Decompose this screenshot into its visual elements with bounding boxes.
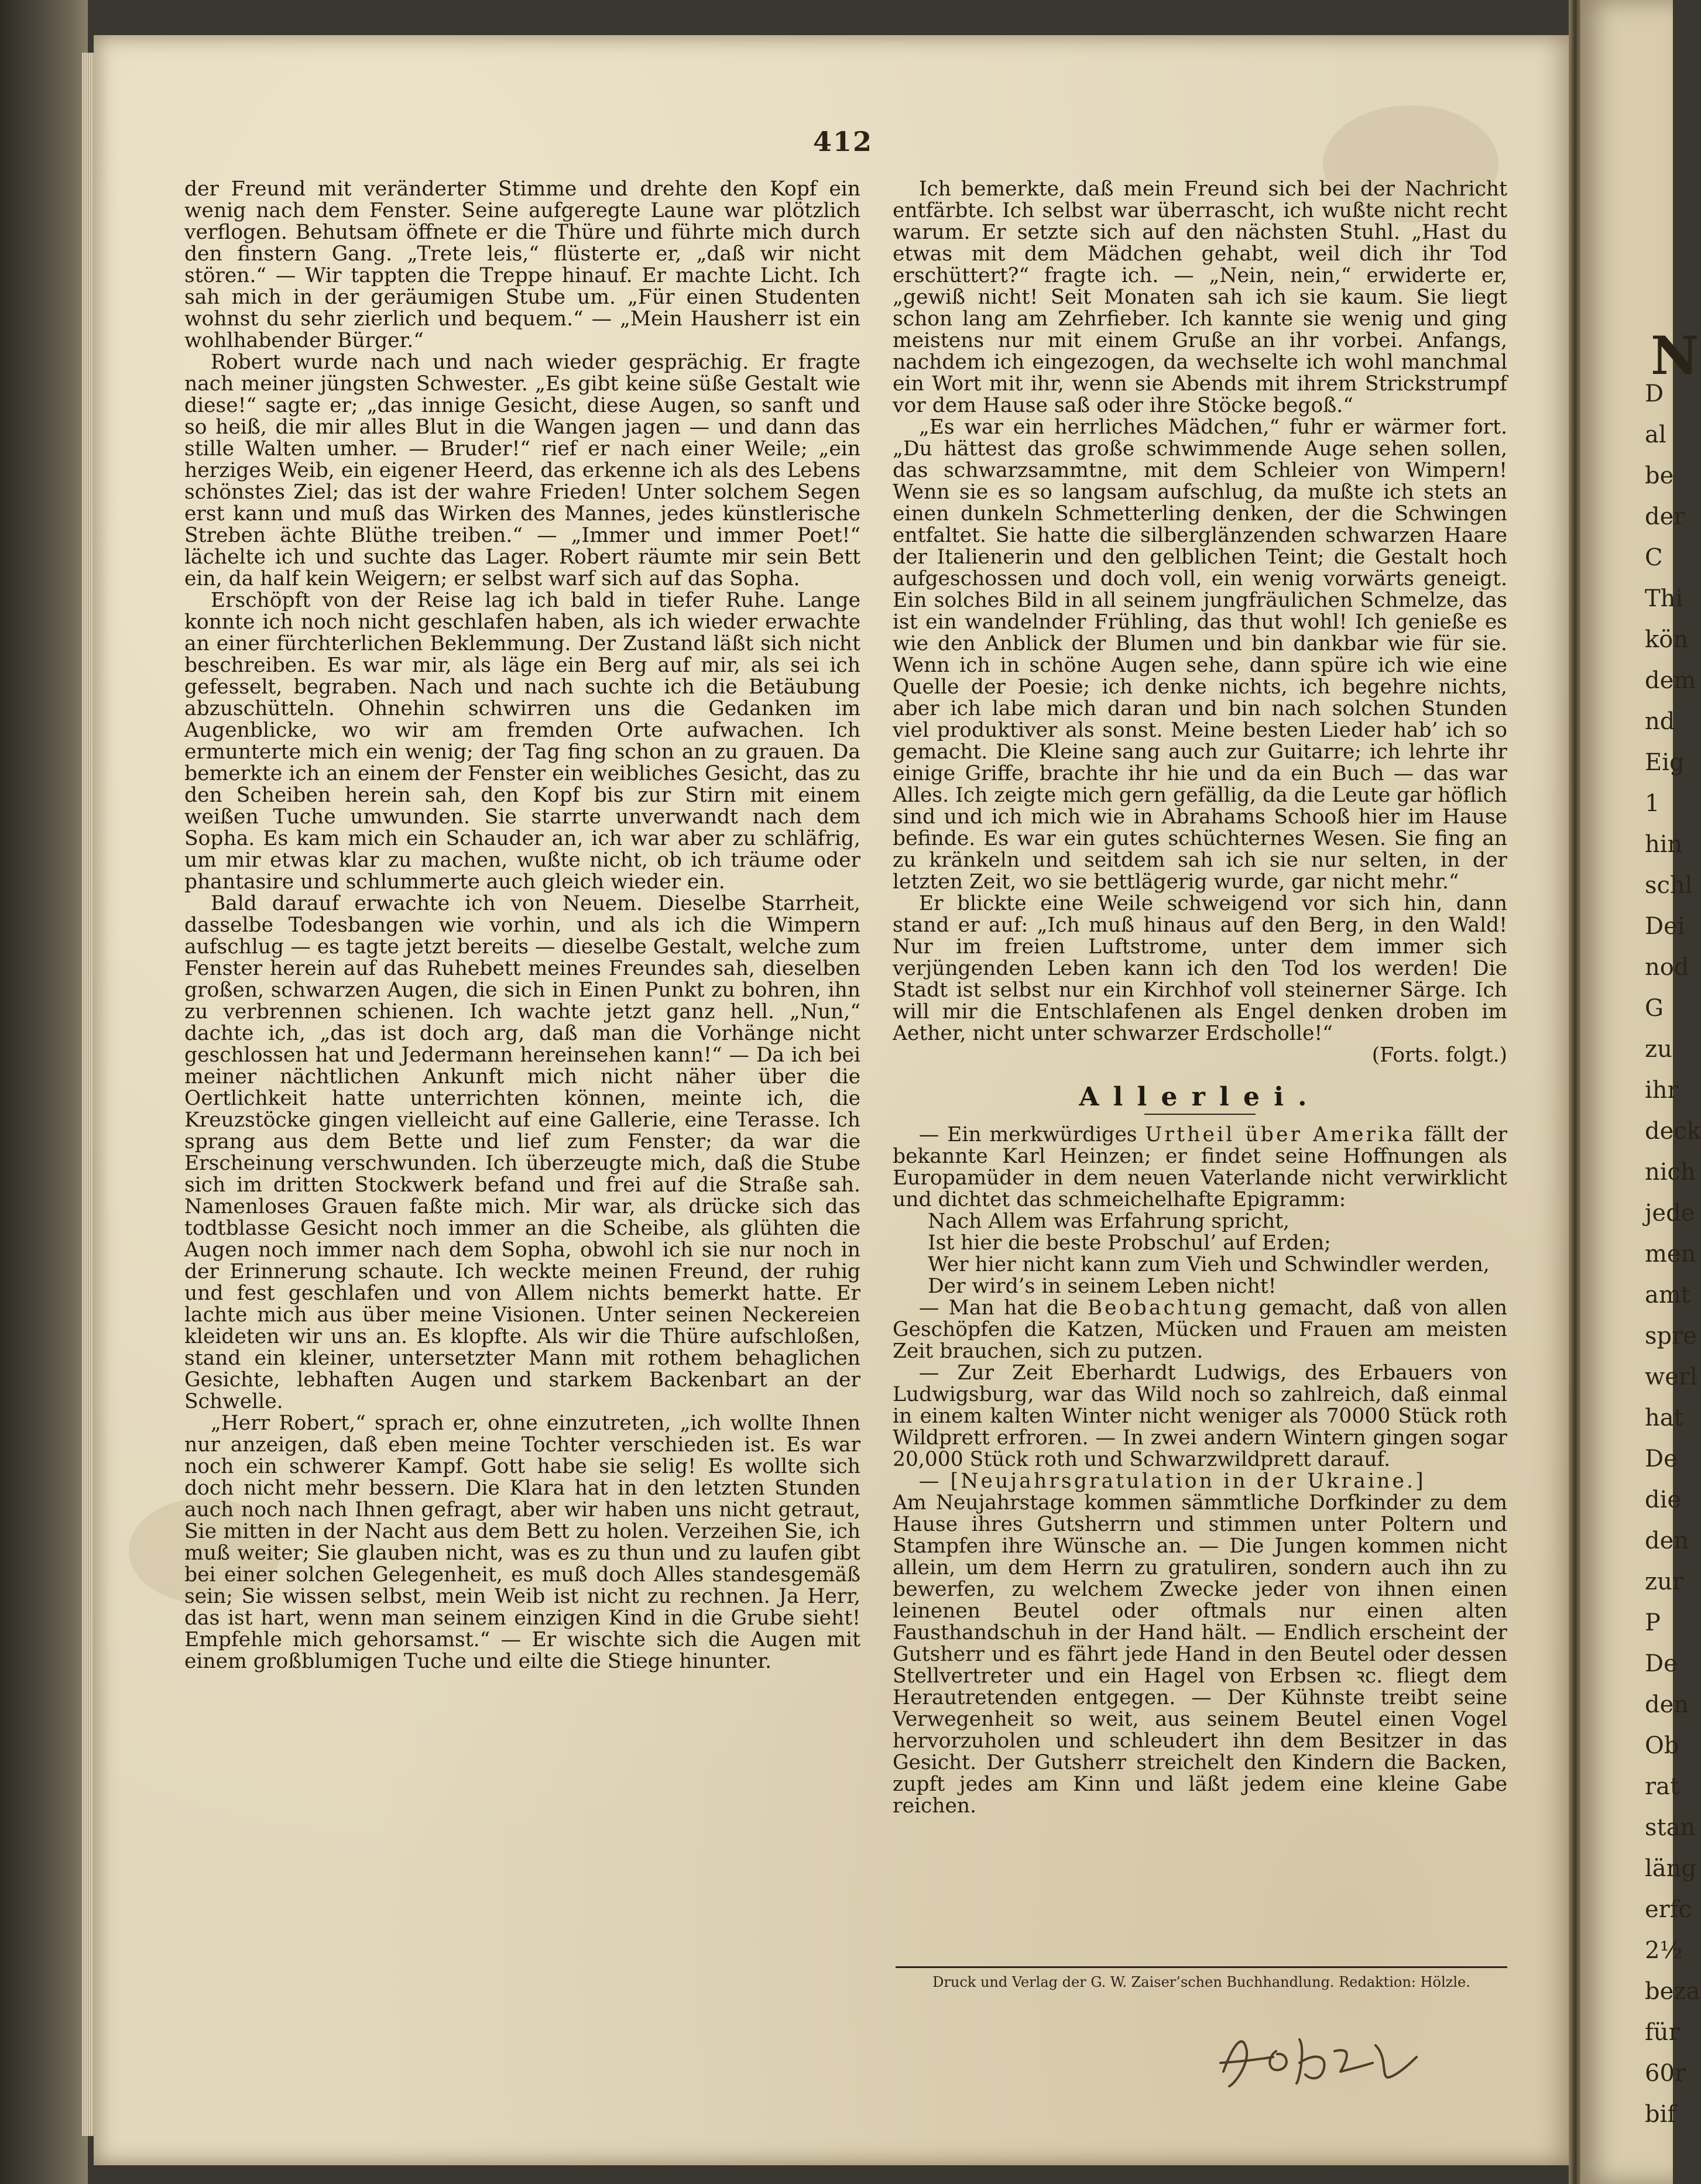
poem-line: Ist hier die beste Probschul’ auf Erden;: [928, 1231, 1331, 1255]
paragraph: Robert wurde nach und nach wieder gesprächig. Er fragte nach meiner jüngsten Schwester. „Es gibt keine süße Gestalt wie diese!“ sagte er; „das innige Gesicht, diese Augen, so sanft und so heiß, die mir alles Blut in die Wangen jagen — und dann das stille Walten umher. — Bruder!“ rief er nach einer Weile; „ein herziges Weib, ein eigener Heerd, das erkenne ich als des Lebens schönstes Ziel; das ist der wahre Frieden! Unter solchem Segen erst kann und muß das Wirken des Mannes, jedes künstlerische Streben ächte Blüthe treiben.“ — „Immer und immer Poet!“ lächelte ich und suchte das Lager. Robert räumte mir sein Bett ein, da half kein Weigern; er selbst warf sich auf das Sopha.: [184, 351, 860, 590]
next-page-fragment: 2½: [1645, 1937, 1683, 1964]
next-page-fragment: stan: [1645, 1814, 1696, 1841]
news-item: — Zur Zeit Eberhardt Ludwigs, des Erbauers von Ludwigsburg, war das Wild noch so zahlreich, daß einmal in einem kalten Winter nicht weniger als 70000 Stück roth Wildprett erfroren. — In zwei andern Wintern gingen sogar 20,000 Stück roth und Schwarzwildprett darauf.: [893, 1361, 1507, 1471]
news-item: Am Neujahrstage kommen sämmtliche Dorfkinder zu dem Hause ihres Gutsherrn und stimmen unter Poltern und Stampfen ihre Wünsche an. — Die Jungen kommen nicht allein, um dem Herrn zu gratuliren, sondern auch ihn zu bewerfen, zu welchem Zwecke jeder von ihnen einen leinenen Beutel oder oftmals nur einen alten Fausthandschuh in der Hand hält. — Endlich erscheint der Gutsherr und es fährt jede Hand in den Beutel oder dessen Stellvertreter und ein Hagel von Erbsen ꝛc. fliegt dem Herautretenden entgegen. — Der Kühnste treibt seine Verwegenheit so weit, aus seinem Beutel einen Vogel hervorzuholen und schleudert ihn dem Besitzer in das Gesicht. Der Gutsherr streichelt den Kindern die Backen, zupft jedes am Kinn und läßt jedem eine kleine Gabe reichen.: [893, 1491, 1507, 1818]
next-page-fragment: werl: [1645, 1364, 1697, 1390]
next-page-fragment: schl: [1645, 872, 1693, 899]
next-page-fragment: nod: [1645, 954, 1689, 981]
next-page-fragment: 60r: [1645, 2060, 1686, 2087]
next-page-fragment: deck: [1645, 1118, 1701, 1145]
next-page-fragment: erfc: [1645, 1896, 1692, 1923]
next-page-fragment: G: [1645, 995, 1664, 1022]
paragraph: Ich bemerkte, daß mein Freund sich bei der Nachricht entfärbte. Ich selbst war überrascht, ich wußte nicht recht warum. Er setzte sich auf den nächsten Stuhl. „Hast du etwas mit dem Mädchen gehabt, weil dich ihr Tod erschüttert?“ fragte ich. — „Nein, nein,“ erwiderte er, „gewiß nicht! Seit Monaten sah ich sie kaum. Sie liegt schon lang am Zehrfieber. Ich kannte sie wenig und ging meistens nur mit einem Gruße an ihr vorbei. Anfangs, nachdem ich eingezogen, da wechselte ich wohl manchmal ein Wort mit ihr, wenn sie Abends mit ihrem Strickstrumpf vor dem Hause saß oder ihre Stöcke begoß.“: [893, 177, 1507, 417]
next-page-fragment: bif: [1645, 2101, 1676, 2128]
next-page-fragment: beza: [1645, 1978, 1700, 2005]
next-page-fragment: jede: [1645, 1200, 1695, 1227]
book-binding-left: [0, 0, 88, 2184]
poem-line: Nach Allem was Erfahrung spricht,: [928, 1210, 1290, 1233]
next-page-edge: [1580, 0, 1701, 2184]
paragraph: Bald darauf erwachte ich von Neuem. Dieselbe Starrheit, dasselbe Todesbangen wie vorhin, und als ich die Wimpern aufschlug — es tagte jetzt bereits — dieselbe Gestalt, welche zum Fenster herein auf das Ruhebett meines Freundes sah, dieselben großen, schwarzen Augen, die sich in Einen Punkt zu bohren, ihn zu verbrennen schienen. Ich wachte jetzt ganz hell. „Nun,“ dachte ich, „das ist doch arg, daß man die Vorhänge nicht geschlossen hat und Jedermann hereinsehen kann!“ — Da ich bei meiner nächtlichen Ankunft mich nicht näher über die Oertlichkeit hatte unterrichten können, meinte ich, die Kreuzstöcke gingen vielleicht auf eine Gallerie, eine Terasse. Ich sprang aus dem Bette und lief zum Fenster; da war die Erscheinung verschwunden. Ich überzeugte mich, daß die Stube sich im dritten Stockwerk befand und frei auf die Straße sah. Namenloses Grauen faßte mich. Mir war, als drücke sich das todtblasse Gesicht noch immer an die Scheibe, als glühten die Augen noch immer nach dem Sopha, obwohl ich sie nur noch in der Erinnerung schaute. Ich weckte meinen Freund, der ruhig und fest geschlafen und von Allem nichts bemerkt hatte. Er lachte mich aus über meine Visionen. Unter seinen Neckereien kleideten wir uns an. Es klopfte. Als wir die Thüre aufschloßen, stand ein kleiner, untersetzter Mann mit rothem behaglichen Gesichte, lebhaften Augen und starkem Backenbart an der Schwelle.: [184, 892, 860, 1413]
imprint: Druck und Verlag der G. W. Zaiser’schen Buchhandlung. Redaktion: Hölzle.: [932, 1974, 1470, 1990]
page-number: 412: [812, 126, 873, 157]
next-page-fragment: al: [1645, 421, 1666, 448]
next-page-fragment: Ob: [1645, 1732, 1679, 1759]
next-page-fragment: nd: [1645, 708, 1675, 735]
paragraph: Er blickte eine Weile schweigend vor sich hin, dann stand er auf: „Ich muß hinaus auf den Berg, in den Wald! Nur im freien Luftstrome, unter dem immer sich verjüngenden Leben kann ich den Tod los werden! Die Stadt ist selbst nur ein Kirchhof voll steinerner Särge. Ich will mir die Entschlafenen als Engel denken droben im Aether, nicht unter schwarzer Erdscholle!“: [893, 892, 1507, 1045]
imprint-rule: [896, 1966, 1507, 1968]
next-page-fragment: ihr: [1645, 1077, 1679, 1104]
next-page-fragment: C: [1645, 544, 1663, 571]
heading-rule: [1144, 1114, 1256, 1115]
news-item-title: — [Neujahrsgratulation in der Ukraine.]: [918, 1469, 1426, 1493]
next-page-fragment: spre: [1645, 1323, 1697, 1349]
section-heading: Allerlei.: [1079, 1082, 1321, 1112]
paragraph: der Freund mit veränderter Stimme und drehte den Kopf ein wenig nach dem Fenster. Seine aufgeregte Laune war plötzlich verflogen. Behutsam öffnete er die Thüre und führte mich durch den finstern Gang. „Trete leis,“ flüsterte er, „daß wir nicht stören.“ — Wir tappten die Treppe hinauf. Er machte Licht. Ich sah mich in der geräumigen Stube um. „Für einen Studenten wohnst du sehr zierlich und bequem.“ — „Mein Hausherr ist ein wohlhabender Bürger.“: [184, 177, 860, 352]
poem-line: Der wird’s in seinem Leben nicht!: [928, 1275, 1277, 1298]
next-page-fragment: für: [1645, 2019, 1680, 2046]
next-page-fragment: dem: [1645, 667, 1696, 694]
next-page-fragment: De: [1645, 1650, 1678, 1677]
next-page-fragment: zur: [1645, 1568, 1683, 1595]
next-page-fragment: kön: [1645, 626, 1689, 653]
continuation-note: (Forts. folgt.): [1371, 1043, 1507, 1067]
next-page-fragment: P: [1645, 1609, 1661, 1636]
next-page-fragment: De: [1645, 1445, 1678, 1472]
next-page-fragment: nich: [1645, 1159, 1696, 1186]
news-item: — Man hat die Beobachtung gemacht, daß von allen Geschöpfen die Katzen, Mücken und Frauen am meisten Zeit brauchen, sich zu putzen.: [893, 1296, 1507, 1363]
poem-line: Wer hier nicht kann zum Vieh und Schwindler werden,: [928, 1253, 1490, 1276]
next-page-fragment: der: [1645, 503, 1685, 530]
paragraph: „Es war ein herrliches Mädchen,“ fuhr er wärmer fort. „Du hättest das große schwimmende Auge sehen sollen, das schwarzsammtne, mit dem Schleier von Wimpern! Wenn sie es so langsam aufschlug, da mußte ich stets an einen dunkeln Schmetterling denken, der die Schwingen entfaltet. Sie hatte die silberglänzenden schwarzen Haare der Italienerin und den gelblichen Teint; die Gestalt hoch aufgeschossen und doch voll, ein wenig vorwärts geneigt. Ein solches Bild in all seinem jungfräulichen Schmelze, das ist ein wandelnder Frühling, das thut wohl! Ich genieße es wie den Anblick der Blumen und bin dankbar wie für sie. Wenn ich in schöne Augen sehe, dann spüre ich wie eine Quelle der Poesie; ich denke nichts, ich begehre nichts, aber ich labe mich daran und bin nach solchen Stunden viel produktiver als sonst. Meine besten Lieder hab’ ich so gemacht. Die Kleine sang auch zur Guitarre; ich lehrte ihr einige Griffe, brachte ihr hie und da ein Buch — das war Alles. Ich zeigte mich gern gefällig, da die Leute gar höflich sind und ich mich wie in Abrahams Schooß hier im Hause befinde. Es war ein gutes schüchternes Wesen. Sie fing an zu kränkeln und seitdem sah ich sie nur selten, in der letzten Zeit, wo sie bettlägerig wurde, gar nicht mehr.“: [893, 415, 1507, 894]
next-page-fragment: 1: [1645, 790, 1660, 817]
next-page-fragment: die: [1645, 1486, 1682, 1513]
left-column: [184, 178, 860, 1673]
next-page-fragment: amt: [1645, 1282, 1690, 1309]
next-page-fragment: den: [1645, 1527, 1689, 1554]
next-page-fragment: D: [1645, 380, 1664, 407]
paragraph: Erschöpft von der Reise lag ich bald in tiefer Ruhe. Lange konnte ich noch nicht geschlafen haben, als ich wieder erwachte an einer fürchterlichen Beklemmung. Der Zustand läßt sich nicht beschreiben. Es war mir, als läge ein Berg auf mir, als sei ich gefesselt, begraben. Nach und nach suchte ich die Betäubung abzuschütteln. Ohnehin schwirren uns die Gedanken im Augenblicke, wo wir am fremden Orte aufwachen. Ich ermunterte mich ein wenig; der Tag fing schon an zu grauen. Da bemerkte ich an einem der Fenster ein weibliches Gesicht, das zu den Scheiben herein sah, den Kopf bis zur Stirn mit einem weißen Tuche umwunden. Sie starrte unverwandt nach dem Sopha. Es kam mich ein Schauder an, ich war aber zu schläfrig, um mir etwas klar zu machen, wußte nicht, ob ich träume oder phantasire und schlummerte auch gleich wieder ein.: [184, 589, 860, 894]
news-item: — Ein merkwürdiges Urtheil über Amerika fällt der bekannte Karl Heinzen; er findet seine Hoffnungen als Europamüder in dem neuen Vaterlande nicht verwirklicht und dichtet das schmeichelhafte Epigramm:: [893, 1123, 1507, 1211]
next-page-fragment: zu: [1645, 1036, 1672, 1063]
next-page-fragment: men: [1645, 1241, 1696, 1268]
next-page-fragment: läng: [1645, 1855, 1697, 1882]
next-page-fragment: Dei: [1645, 913, 1685, 940]
handwritten-signature: [1212, 2016, 1434, 2098]
next-page-fragment: be: [1645, 462, 1674, 489]
next-page-fragment: rat: [1645, 1773, 1680, 1800]
next-page-fragment: Thi: [1645, 585, 1683, 612]
book-binding-right: [1569, 0, 1582, 2184]
next-page-fragment: den: [1645, 1691, 1689, 1718]
paragraph: „Herr Robert,“ sprach er, ohne einzutreten, „ich wollte Ihnen nur anzeigen, daß eben meine Tochter verschieden ist. Es war noch ein schwerer Kampf. Gott habe sie selig! Es wollte sich doch nicht mehr bessern. Die Klara hat in den letzten Stunden auch noch nach Ihnen gefragt, aber wir haben uns nicht getraut, Sie mitten in der Nacht aus dem Bett zu holen. Verzeihen Sie, ich muß weiter; Sie glauben nicht, was es zu thun und zu laufen gibt bei einer solchen Gelegenheit, es muß doch Alles standesgemäß sein; Sie wissen selbst, mein Weib ist nicht zu rechnen. Ja Herr, das ist hart, wenn man seinem einzigen Kind in die Grube sieht! Empfehle mich gehorsamst.“ — Er wischte sich die Augen mit einem großblumigen Tuche und eilte die Stiege hinunter.: [184, 1412, 860, 1673]
next-page-fragment: Eig: [1645, 749, 1685, 776]
epigram: [928, 1211, 1507, 1297]
next-page-fragment: hat: [1645, 1405, 1683, 1431]
right-column: [893, 178, 1507, 1817]
next-page-fragment: hin: [1645, 831, 1683, 858]
next-page-fragment: N: [1651, 325, 1699, 387]
